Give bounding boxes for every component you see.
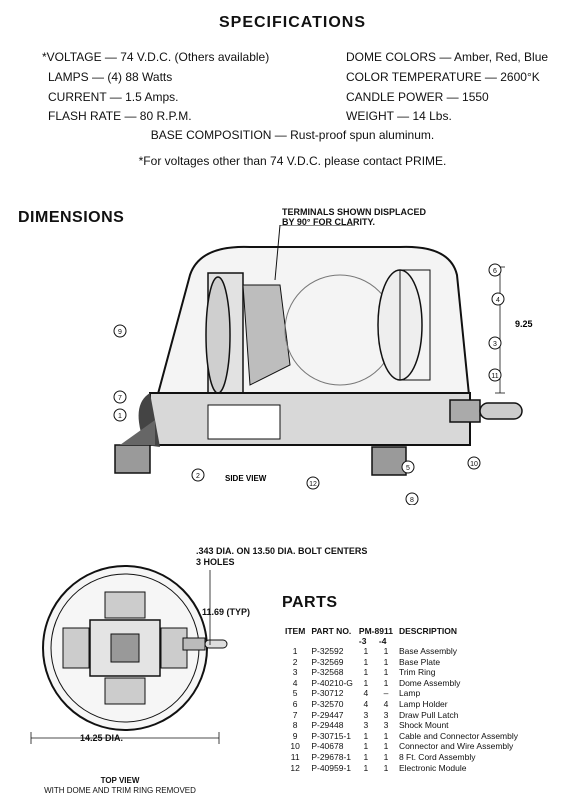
item-number: 12 <box>290 762 300 773</box>
table-row <box>282 752 521 763</box>
item-number: 7 <box>292 709 298 720</box>
part-number: P-40959-1 <box>311 762 352 773</box>
qty-3: 4 <box>363 688 369 699</box>
description: Cable and Connector Assembly <box>398 730 519 741</box>
item-number: 2 <box>292 656 298 667</box>
top-view-subcaption: WITH DOME AND TRIM RING REMOVED <box>44 786 196 795</box>
callout-1: 1 <box>118 413 122 420</box>
parts-title: PARTS <box>282 594 338 611</box>
description: Connector and Wire Assembly <box>398 741 514 752</box>
parts-table <box>282 626 521 773</box>
qty-4: 1 <box>383 677 389 688</box>
header-description: DESCRIPTION <box>398 626 458 636</box>
description: Base Plate <box>398 656 441 667</box>
table-row <box>282 699 521 710</box>
specifications-title: SPECIFICATIONS <box>218 14 367 31</box>
qty-4: 3 <box>383 709 389 720</box>
qty-4: 1 <box>383 667 389 678</box>
spec-candle-power: CANDLE POWER — 1550 <box>346 90 489 104</box>
subheader-3: -3 <box>358 636 367 646</box>
part-number: P-29448 <box>311 720 344 731</box>
terminals-note-line1: TERMINALS SHOWN DISPLACED <box>282 207 426 217</box>
part-number: P-30715-1 <box>311 730 352 741</box>
bolt-note-line1: .343 DIA. ON 13.50 DIA. BOLT CENTERS <box>196 546 368 556</box>
spec-current: CURRENT — 1.5 Amps. <box>48 90 179 104</box>
dimensions-title: DIMENSIONS <box>18 209 125 226</box>
part-number: P-29447 <box>311 709 344 720</box>
table-row <box>282 710 521 721</box>
qty-4: 1 <box>383 762 389 773</box>
item-number: 4 <box>292 677 298 688</box>
table-row <box>282 741 521 752</box>
qty-4: 1 <box>383 751 389 762</box>
table-row <box>282 646 521 657</box>
table-row <box>282 667 521 678</box>
qty-3: 1 <box>363 730 369 741</box>
qty-3: 1 <box>363 656 369 667</box>
height-dimension: 9.25 <box>515 319 533 329</box>
side-view-drawing <box>100 225 540 505</box>
description: Trim Ring <box>398 667 436 678</box>
part-number: P-30712 <box>311 688 344 699</box>
side-view-caption: SIDE VIEW <box>225 474 267 483</box>
typ-dimension: 11.69 (TYP) <box>202 607 251 617</box>
bolt-note-line2: 3 HOLES <box>196 557 235 567</box>
subheader-4: -4 <box>378 636 387 646</box>
callout-2: 2 <box>196 473 200 480</box>
top-view-drawing <box>15 560 255 760</box>
qty-3: 1 <box>363 741 369 752</box>
top-view-caption: TOP VIEW <box>100 776 140 785</box>
part-number: P-40210-G <box>311 677 353 688</box>
part-number: P-32569 <box>311 656 344 667</box>
table-row <box>282 731 521 742</box>
qty-3: 1 <box>363 762 369 773</box>
description: Base Assembly <box>398 646 458 656</box>
callout-4: 4 <box>496 297 500 304</box>
item-number: 11 <box>290 751 300 762</box>
item-number: 9 <box>292 730 298 741</box>
qty-4: 1 <box>383 730 389 741</box>
table-row <box>282 720 521 731</box>
description: Lamp Holder <box>398 698 448 709</box>
qty-4: 1 <box>383 656 389 667</box>
spec-flash-rate: FLASH RATE — 80 R.P.M. <box>48 109 192 123</box>
item-number: 8 <box>292 720 298 731</box>
header-part-no: PART NO. <box>311 626 352 636</box>
qty-3: 1 <box>363 677 369 688</box>
qty-4: 4 <box>383 698 389 709</box>
diameter-dimension: 14.25 DIA. <box>80 733 124 743</box>
description: Electronic Module <box>398 762 467 773</box>
parts-header-row <box>282 626 521 636</box>
spec-color-temperature: COLOR TEMPERATURE — 2600°K <box>346 70 540 84</box>
callout-8: 8 <box>410 497 414 504</box>
part-number: P-29678-1 <box>311 751 352 762</box>
qty-3: 3 <box>363 709 369 720</box>
qty-3: 1 <box>363 751 369 762</box>
parts-subheader-row <box>282 636 521 646</box>
part-number: P-40678 <box>311 741 344 752</box>
qty-3: 1 <box>363 646 369 656</box>
callout-9: 9 <box>118 329 122 336</box>
spec-base-composition: BASE COMPOSITION — Rust-proof spun aluminum. <box>150 128 435 142</box>
description: Draw Pull Latch <box>398 709 459 720</box>
spec-lamps: LAMPS — (4) 88 Watts <box>48 70 173 84</box>
table-row <box>282 657 521 668</box>
callout-7: 7 <box>118 395 122 402</box>
description: 8 Ft. Cord Assembly <box>398 751 476 762</box>
qty-4: 1 <box>383 741 389 752</box>
callout-6: 6 <box>493 268 497 275</box>
callout-10: 10 <box>470 461 478 468</box>
qty-3: 3 <box>363 720 369 731</box>
spec-weight: WEIGHT — 14 Lbs. <box>346 109 452 123</box>
part-number: P-32568 <box>311 667 344 678</box>
part-number: P-32592 <box>311 646 344 656</box>
callout-5: 5 <box>406 465 410 472</box>
qty-3: 1 <box>363 667 369 678</box>
spec-voltage-note: *For voltages other than 74 V.D.C. please contact PRIME. <box>138 154 447 168</box>
qty-4: 3 <box>383 720 389 731</box>
terminals-note-line2: BY 90° FOR CLARITY. <box>282 217 375 227</box>
callout-12: 12 <box>309 481 317 488</box>
part-number: P-32570 <box>311 698 344 709</box>
table-row <box>282 678 521 689</box>
spec-dome-colors: DOME COLORS — Amber, Red, Blue <box>346 50 549 64</box>
header-model: PM-8911 <box>358 626 393 636</box>
description: Shock Mount <box>398 720 449 731</box>
header-item: ITEM <box>285 626 306 636</box>
qty-4: – <box>383 688 389 699</box>
qty-4: 1 <box>383 646 389 656</box>
description: Dome Assembly <box>398 677 461 688</box>
item-number: 10 <box>290 741 300 752</box>
table-row <box>282 763 521 774</box>
item-number: 3 <box>292 667 298 678</box>
callout-3: 3 <box>493 341 497 348</box>
description: Lamp <box>398 688 421 699</box>
item-number: 6 <box>292 698 298 709</box>
callout-11: 11 <box>491 373 499 380</box>
item-number: 1 <box>292 646 298 656</box>
spec-voltage: *VOLTAGE — 74 V.D.C. (Others available) <box>42 50 270 64</box>
item-number: 5 <box>292 688 298 699</box>
table-row <box>282 688 521 699</box>
qty-3: 4 <box>363 698 369 709</box>
